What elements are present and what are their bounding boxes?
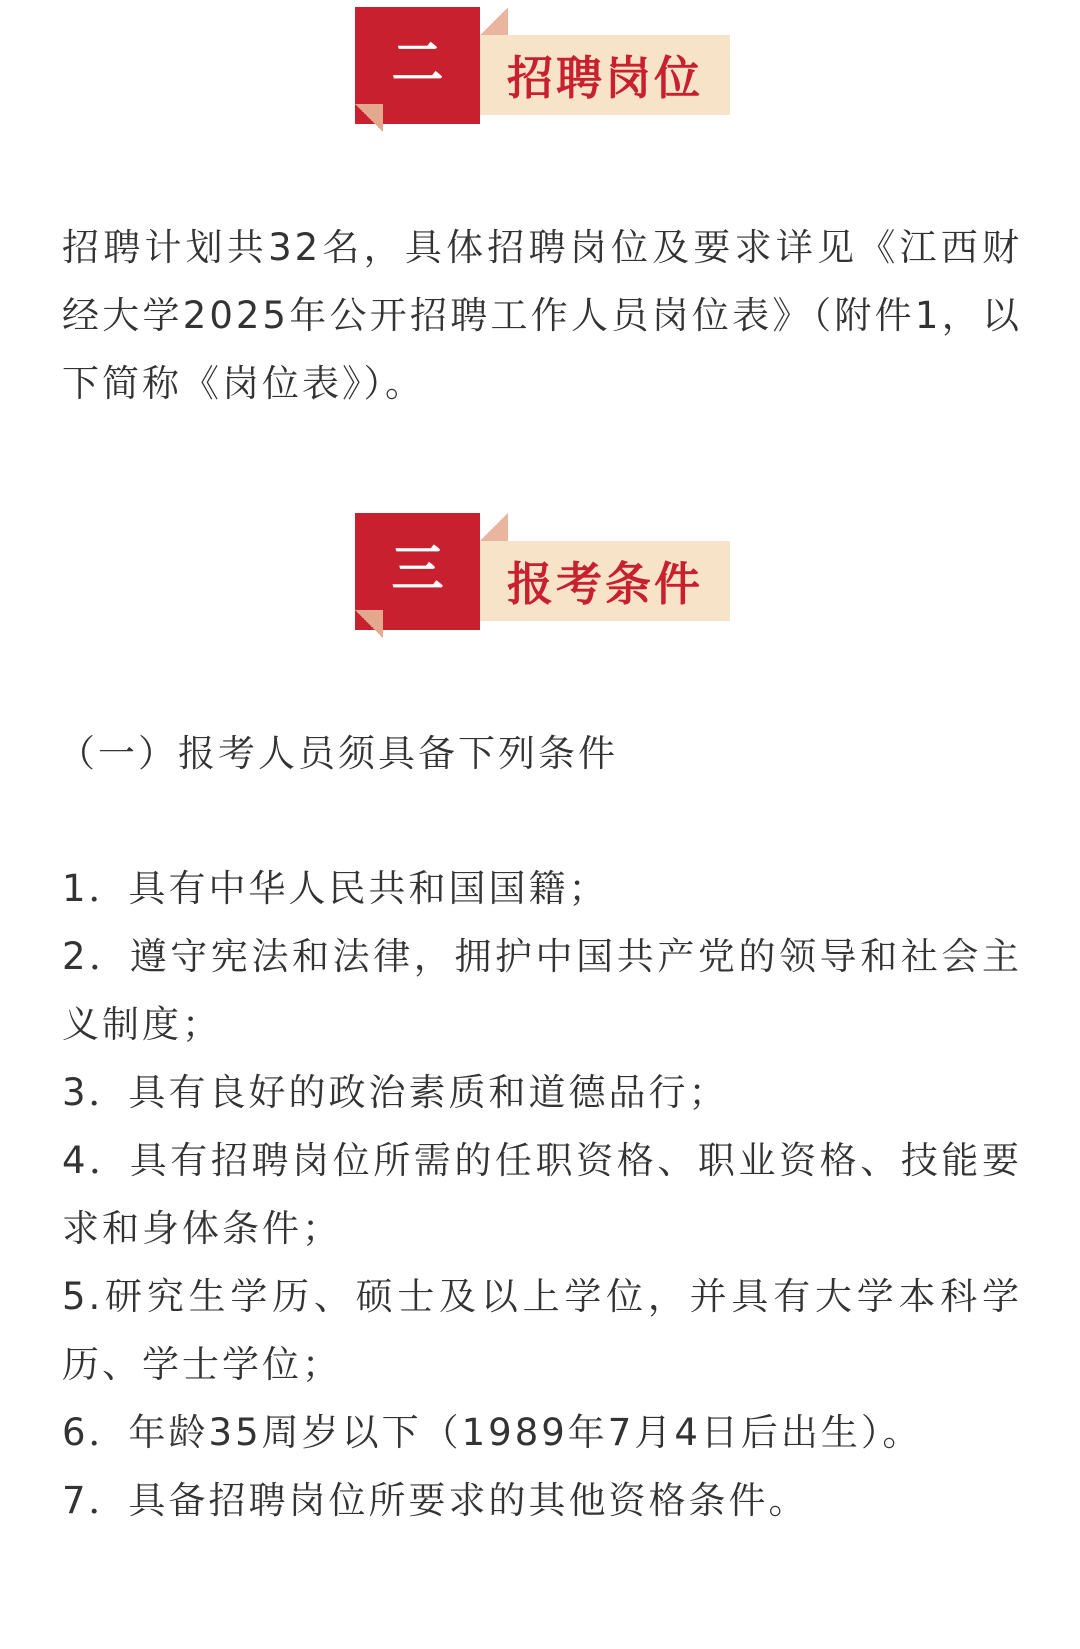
section-header-application-conditions (355, 513, 735, 638)
list-item: 7．具备招聘岗位所要求的其他资格条件。 (62, 1479, 809, 1522)
section-number: 二 (355, 7, 480, 124)
list-item: 1．具有中华人民共和国国籍； (62, 867, 609, 910)
recruit-plan-paragraph: 招聘计划共32名，具体招聘岗位及要求详见《江西财经大学2025年公开招聘工作人员岗位表》（附件1，以下简称《岗位表》）。 (62, 226, 1022, 405)
section-header-recruit-positions (355, 7, 735, 132)
ribbon-fold-top (480, 7, 508, 35)
conditions-list (62, 855, 1022, 1535)
ribbon-fold-bottom (355, 104, 383, 132)
list-item: 6．年龄35周岁以下（1989年7月4日后出生）。 (62, 1411, 923, 1454)
list-item: 5.研究生学历、硕士及以上学位，并具有大学本科学历、学士学位； (62, 1275, 1022, 1386)
ribbon-fold-bottom (355, 610, 383, 638)
list-item: 2．遵守宪法和法律，拥护中国共产党的领导和社会主义制度； (62, 935, 1022, 1046)
conditions-subheading: （一）报考人员须具备下列条件 (58, 732, 618, 775)
section-number: 三 (355, 513, 480, 630)
section-title: 招聘岗位 (480, 35, 730, 115)
ribbon-fold-top (480, 513, 508, 541)
list-item: 4．具有招聘岗位所需的任职资格、职业资格、技能要求和身体条件； (62, 1139, 1022, 1250)
list-item: 3．具有良好的政治素质和道德品行； (62, 1071, 729, 1114)
section-title: 报考条件 (480, 541, 730, 621)
